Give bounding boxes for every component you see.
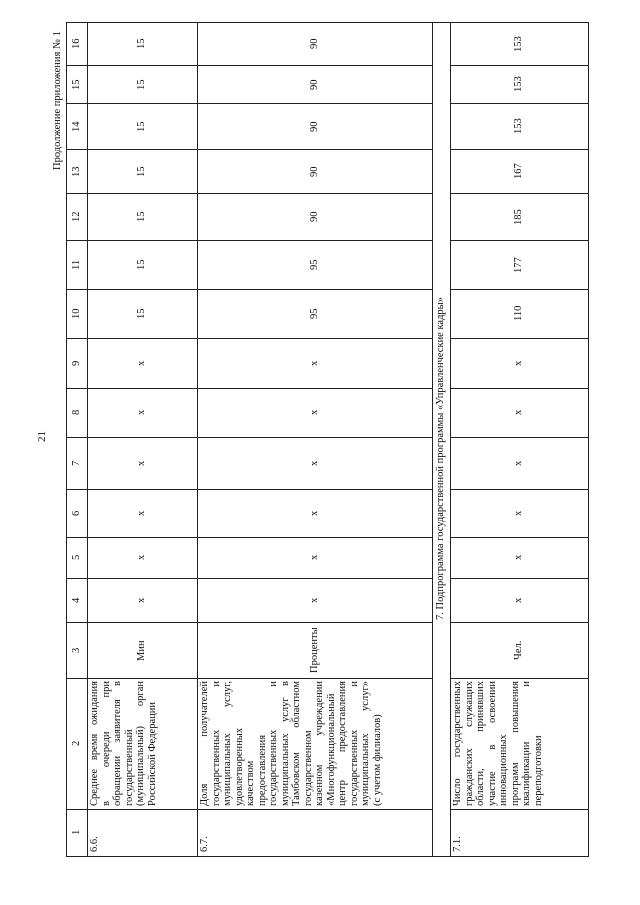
indicator-name-line: «Многофункциональный — [325, 693, 337, 806]
indicator-name-line: Доля получателей — [199, 681, 210, 806]
column-header: 2 — [70, 740, 82, 746]
indicator-name-line: гражданских служащих — [463, 681, 475, 806]
indicator-name-line: удовлетворенных — [233, 727, 245, 806]
column-header: 4 — [70, 597, 82, 603]
value-cell: x — [513, 360, 524, 366]
indicator-name-line: в очереди при — [100, 681, 112, 806]
column-header: 9 — [70, 360, 82, 366]
value-cell: 15 — [136, 166, 147, 177]
indicator-name-line: квалификации и — [521, 681, 532, 806]
column-header: 5 — [70, 554, 82, 560]
indicator-name-line: программ повышения — [509, 681, 521, 806]
indicator-name-line: предоставления — [256, 734, 268, 806]
value-cell: 90 — [308, 211, 320, 222]
value-cell: x — [513, 554, 524, 560]
column-header: 11 — [70, 259, 82, 270]
value-cell: 110 — [513, 305, 524, 321]
value-cell: x — [513, 460, 524, 466]
value-cell: 153 — [513, 35, 524, 52]
value-cell: x — [308, 460, 320, 466]
column-header: 6 — [70, 510, 82, 516]
page-number: 21 — [36, 431, 48, 442]
indicator-name-line: муниципальных услуг в — [279, 681, 291, 806]
indicator-name-line: государственных и — [348, 681, 360, 806]
value-cell: x — [513, 409, 524, 415]
unit-label: Чел. — [513, 640, 524, 660]
indicator-name-line: государственных и — [210, 681, 222, 806]
table-cell — [450, 809, 589, 857]
value-cell: x — [136, 554, 147, 560]
column-header: 16 — [70, 38, 82, 49]
indicator-name — [452, 681, 544, 806]
value-cell: 90 — [308, 121, 320, 132]
indicator-name-line: (муниципальный) орган — [135, 681, 146, 806]
value-cell: 90 — [308, 166, 320, 177]
column-header: 1 — [70, 829, 82, 835]
indicator-name-line: Тамбовском областном — [291, 681, 302, 806]
value-cell: x — [136, 597, 147, 603]
indicator-name-line: переподготовки — [532, 735, 544, 806]
value-cell: x — [308, 360, 320, 366]
row-number: 7.1. — [452, 836, 463, 852]
value-cell: x — [308, 510, 320, 516]
table-cell — [197, 809, 433, 857]
value-cell: x — [136, 360, 147, 366]
indicator-name-line: государственном — [302, 730, 314, 806]
value-cell: 15 — [136, 308, 147, 319]
column-header: 14 — [70, 121, 82, 132]
row-number: 6.7. — [199, 836, 210, 852]
value-cell: 95 — [308, 308, 320, 319]
row-number: 6.6. — [89, 836, 100, 852]
indicator-name-line: области, принявших — [475, 681, 486, 806]
unit-label: Проценты — [308, 627, 320, 673]
indicator-name-line: участие в освоении — [486, 681, 498, 806]
indicator-name-line: (с учетом филиалов) — [371, 714, 383, 806]
column-header: 8 — [70, 409, 82, 415]
value-cell: x — [513, 597, 524, 603]
value-cell: 185 — [513, 208, 524, 225]
indicator-name-line: инновационных — [498, 734, 509, 806]
value-cell: 15 — [136, 121, 147, 132]
indicator-name — [89, 681, 158, 806]
continuation-note: Продолжение приложения № 1 — [52, 31, 63, 170]
column-header: 7 — [70, 460, 82, 466]
value-cell: x — [308, 554, 320, 560]
section-title: 7. Подпрограмма государственной программы «Управленческие кадры» — [435, 297, 446, 620]
column-header: 10 — [70, 308, 82, 319]
column-header: 3 — [70, 647, 82, 653]
value-cell: 15 — [136, 79, 147, 90]
indicator-name-line: обращении заявителя в — [112, 681, 123, 806]
value-cell: x — [136, 460, 147, 466]
indicator-name — [199, 681, 383, 806]
value-cell: 15 — [136, 211, 147, 222]
indicator-name-line: качеством — [245, 760, 256, 806]
value-cell: x — [136, 409, 147, 415]
indicator-name-line: государственных и — [268, 681, 279, 806]
indicator-name-line: казенном учреждении — [314, 681, 325, 806]
value-cell: x — [136, 510, 147, 516]
value-cell: 90 — [308, 38, 320, 49]
value-cell: 153 — [513, 76, 524, 92]
column-header: 12 — [70, 211, 82, 222]
column-header: 15 — [70, 79, 82, 90]
indicator-name-line: Среднее время ожидания — [89, 681, 100, 806]
column-header: 13 — [70, 166, 82, 177]
value-cell: 90 — [308, 79, 320, 90]
indicator-name-line: Российской Федерации — [146, 702, 158, 806]
indicator-name-line: центр предоставления — [337, 681, 348, 806]
value-cell: x — [308, 409, 320, 415]
indicator-name-line: муниципальных услуг, — [222, 681, 233, 806]
value-cell: 15 — [136, 38, 147, 49]
value-cell: 15 — [136, 259, 147, 270]
value-cell: 153 — [513, 118, 524, 134]
indicator-name-line: муниципальных услуг» — [360, 681, 371, 806]
unit-label: Мин — [136, 639, 147, 661]
value-cell: 167 — [513, 163, 524, 179]
table-cell — [87, 809, 198, 857]
value-cell: 95 — [308, 259, 320, 270]
value-cell: x — [513, 510, 524, 516]
indicator-name-line: государственный — [123, 729, 135, 806]
value-cell: 177 — [513, 256, 524, 273]
value-cell: x — [308, 597, 320, 603]
indicator-name-line: Число государственных — [452, 681, 463, 806]
